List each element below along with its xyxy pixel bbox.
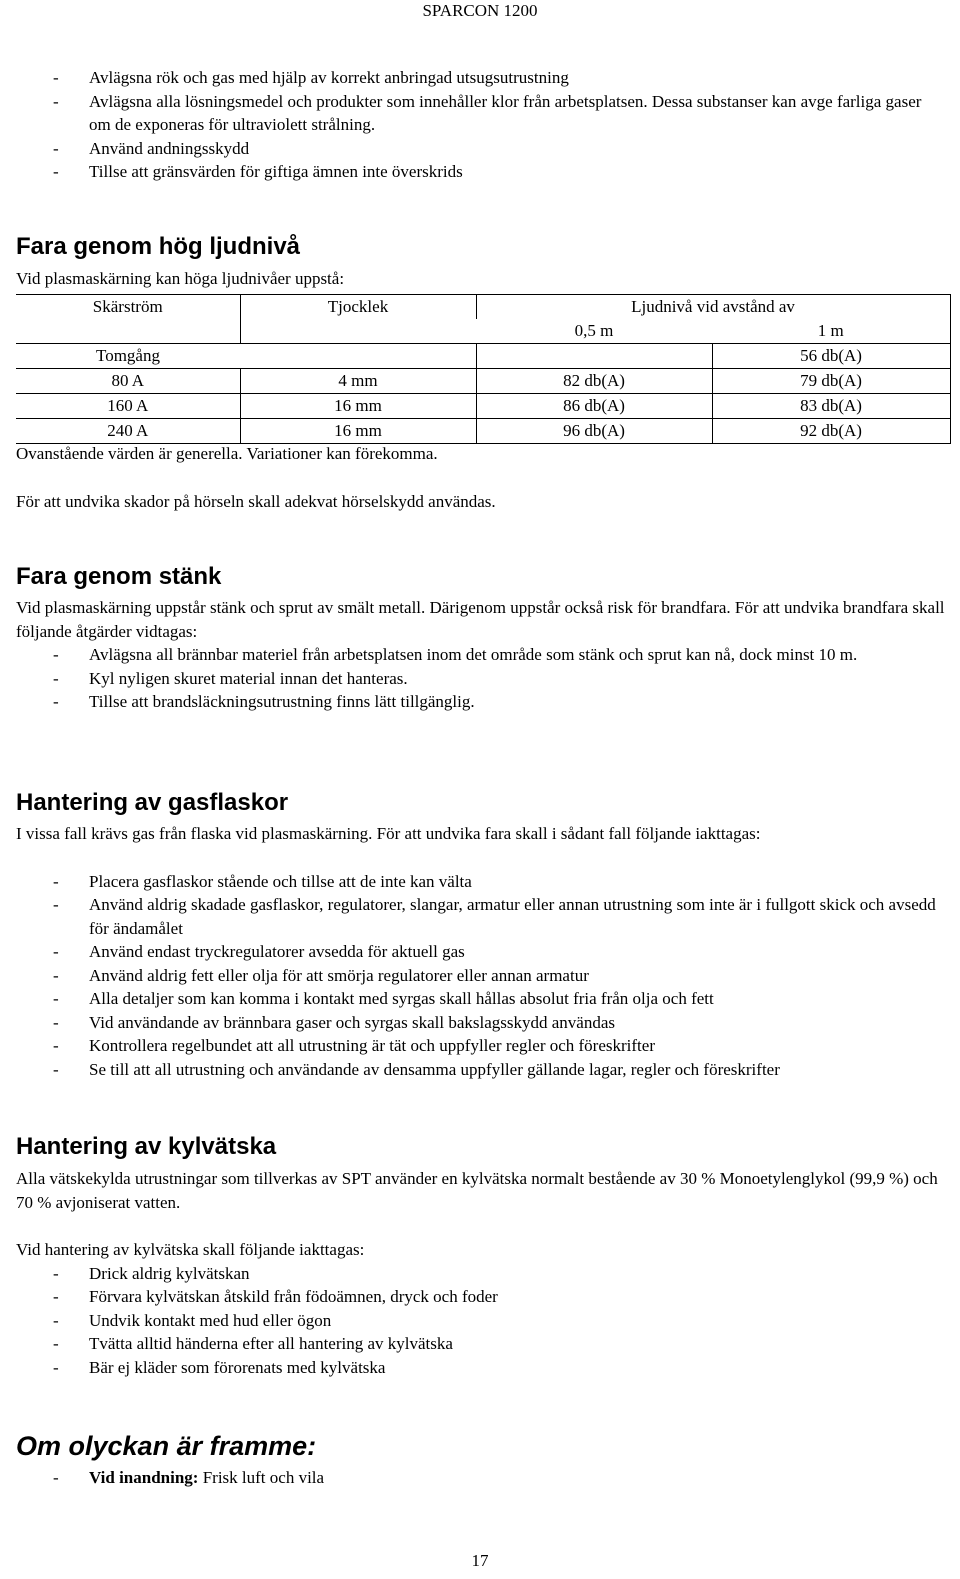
table-cell: 83 db(A) [712, 394, 950, 419]
spatter-heading: Fara genom stänk [16, 563, 222, 590]
table-subheader-row [16, 319, 950, 344]
list-item [16, 1058, 946, 1082]
list-item-text: Förvara kylvätskan åtskild från födoämnen, dryck och foder [89, 1287, 498, 1306]
table-cell: 82 db(A) [476, 369, 712, 394]
noise-table [16, 294, 951, 444]
list-item-text: Vid användande av brännbara gaser och syrgas skall bakslagsskydd användas [89, 1012, 615, 1032]
list-item [16, 987, 946, 1011]
col-header-current: Skärström [16, 295, 240, 320]
list-item [16, 940, 946, 964]
intro-list [16, 66, 946, 184]
dash-bullet: - [53, 1012, 59, 1032]
list-item-text: Frisk luft och vila [198, 1468, 325, 1487]
table-cell: 80 A [16, 369, 240, 394]
list-item [16, 160, 946, 184]
list-item-text: Använd endast tryckregulatorer avsedda för aktuell gas [89, 942, 465, 961]
table-cell: 4 mm [240, 369, 476, 394]
list-item [16, 690, 946, 714]
dash-bullet: - [53, 871, 59, 891]
list-item [16, 1332, 946, 1356]
dash-bullet: - [53, 895, 59, 914]
coolant-section [16, 1132, 946, 1379]
list-item-text: Avlägsna alla lösningsmedel och produkter som innehåller klor från arbetsplatsen. Dessa substanser kan avge farliga gaser om de exponeras för ultraviolett strålning. [89, 91, 922, 134]
coolant-list [16, 1262, 946, 1380]
list-item-text: Kyl nyligen skuret material innan det hanteras. [89, 668, 408, 688]
dash-bullet: - [53, 1357, 59, 1377]
list-item [16, 870, 946, 894]
list-item-text: Tillse att brandsläckningsutrustning finns lätt tillgänglig. [89, 692, 475, 711]
list-item-text: Undvik kontakt med hud eller ögon [89, 1310, 332, 1330]
table-cell: 240 A [16, 419, 240, 444]
table-header-row [16, 295, 950, 320]
dash-bullet: - [53, 1263, 59, 1283]
list-item-text: Tvätta alltid händerna efter all hantering av kylvätska [89, 1334, 453, 1353]
spatter-intro: Vid plasmaskärning uppstår stänk och sprut av smält metall. Därigenom uppstår också risk för brandfara. För att undvika brandfara skall följande åtgärder vidtagas: [16, 598, 945, 641]
dash-bullet: - [53, 1334, 59, 1353]
dash-bullet: - [53, 1036, 59, 1055]
page-number: 17 [471, 1551, 489, 1570]
spatter-section [16, 562, 946, 714]
table-cell: 16 mm [240, 419, 476, 444]
table-cell [240, 344, 476, 369]
table-cell: 79 db(A) [712, 369, 950, 394]
intro-section [16, 66, 946, 184]
list-item-text: Avlägsna rök och gas med hjälp av korrekt anbringad utsugsutrustning [89, 68, 569, 87]
noise-notes [16, 442, 946, 513]
gas-intro: I vissa fall krävs gas från flaska vid plasmaskärning. För att undvika fara skall i sådant fall följande iakttagas: [16, 824, 761, 843]
list-item-text: Bär ej kläder som förorenats med kylvätska [89, 1357, 386, 1377]
dash-bullet: - [53, 68, 59, 87]
table-cell: 16 mm [240, 394, 476, 419]
list-item-text: Tillse att gränsvärden för giftiga ämnen inte överskrids [89, 162, 463, 181]
dash-bullet: - [53, 1310, 59, 1330]
list-item [16, 667, 946, 691]
dash-bullet: - [53, 1287, 59, 1306]
dash-bullet: - [53, 91, 59, 111]
table-row [16, 394, 950, 419]
gas-section [16, 788, 946, 1081]
page-header: SPARCON 1200 [422, 1, 538, 20]
spatter-list [16, 643, 946, 714]
table-cell: 160 A [16, 394, 240, 419]
list-item-text: Kontrollera regelbundet att all utrustning är tät och uppfyller regler och föreskrifter [89, 1036, 655, 1055]
dash-bullet: - [53, 989, 59, 1008]
accident-list [16, 1466, 946, 1490]
list-item-text: Se till att all utrustning och användande av densamma uppfyller gällande lagar, regler och föreskrifter [89, 1059, 780, 1079]
col-header-dist1: 0,5 m [574, 321, 614, 340]
table-cell: 86 db(A) [476, 394, 712, 419]
table-cell: 92 db(A) [712, 419, 950, 444]
list-item [16, 1034, 946, 1058]
list-item-text: Avlägsna all brännbar materiel från arbetsplatsen inom det område som stänk och sprut kan nå, dock minst 10 m. [89, 645, 858, 664]
accident-section [16, 1430, 946, 1490]
list-item [16, 66, 946, 90]
dash-bullet: - [53, 162, 59, 181]
list-item [16, 1466, 946, 1490]
col-header-level: Ljudnivå vid avstånd av [476, 295, 950, 320]
list-item [16, 1356, 946, 1380]
list-item [16, 893, 946, 940]
list-item-text: Drick aldrig kylvätskan [89, 1263, 250, 1283]
noise-heading: Fara genom hög ljudnivå [16, 233, 301, 260]
coolant-rules-intro: Vid hantering av kylvätska skall följande iakttagas: [16, 1240, 365, 1259]
list-item-label: Vid inandning: [89, 1468, 199, 1487]
table-cell: 56 db(A) [712, 344, 950, 369]
dash-bullet: - [53, 692, 59, 711]
list-item [16, 1285, 946, 1309]
noise-note: Ovanstående värden är generella. Variationer kan förekomma. [16, 444, 438, 463]
table-row [16, 419, 950, 444]
table-cell [240, 319, 476, 344]
list-item-text: Använd aldrig fett eller olja för att smörja regulatorer eller annan armatur [89, 965, 589, 985]
list-item-text: Använd andningsskydd [89, 138, 250, 158]
dash-bullet: - [53, 965, 59, 985]
noise-section [16, 232, 946, 291]
list-item [16, 137, 946, 161]
gas-list [16, 870, 946, 1082]
table-row [16, 369, 950, 394]
gas-heading: Hantering av gasflaskor [16, 789, 289, 816]
list-item [16, 90, 946, 137]
table-row [16, 344, 950, 369]
table-cell: 96 db(A) [476, 419, 712, 444]
list-item [16, 1262, 946, 1286]
dash-bullet: - [53, 645, 59, 664]
list-item [16, 964, 946, 988]
col-header-dist2: 1 m [712, 319, 950, 344]
list-item [16, 1309, 946, 1333]
table-cell [16, 319, 240, 344]
coolant-heading: Hantering av kylvätska [16, 1133, 277, 1160]
dash-bullet: - [53, 1059, 59, 1079]
dash-bullet: - [53, 1468, 59, 1487]
list-item [16, 1011, 946, 1035]
noise-intro: Vid plasmaskärning kan höga ljudnivåer uppstå: [16, 269, 345, 288]
accident-heading: Om olyckan är framme: [16, 1431, 317, 1461]
list-item [16, 643, 946, 667]
table-cell [476, 344, 712, 369]
dash-bullet: - [53, 668, 59, 688]
dash-bullet: - [53, 138, 59, 158]
coolant-intro: Alla vätskekylda utrustningar som tillverkas av SPT använder en kylvätska normalt bestående av 30 % Monoetylenglykol (99,9 %) och 70 % avjoniserat vatten. [16, 1169, 938, 1212]
col-header-thickness: Tjocklek [240, 295, 476, 320]
dash-bullet: - [53, 942, 59, 961]
noise-advice: För att undvika skador på hörseln skall adekvat hörselskydd användas. [16, 491, 496, 511]
list-item-text: Använd aldrig skadade gasflaskor, regulatorer, slangar, armatur eller annan utrustning som inte är i fullgott skick och avsedd för ändamålet [89, 895, 936, 938]
list-item-text: Placera gasflaskor stående och tillse att de inte kan välta [89, 871, 472, 891]
list-item-text: Alla detaljer som kan komma i kontakt med syrgas skall hållas absolut fria från olja och fett [89, 989, 714, 1008]
table-cell: Tomgång [16, 344, 240, 369]
